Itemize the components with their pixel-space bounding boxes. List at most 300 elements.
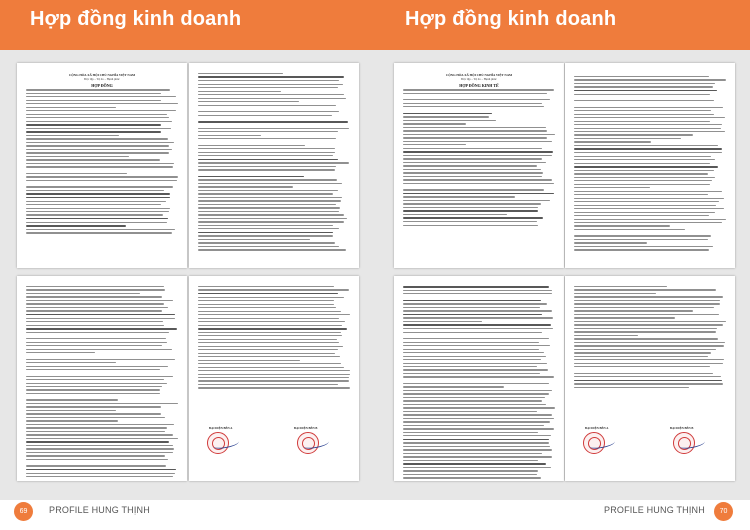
right-header-band (375, 0, 750, 50)
text-line (403, 432, 538, 433)
text-line (26, 420, 118, 421)
text-line (574, 338, 718, 339)
text-line (198, 325, 342, 326)
text-line (403, 141, 552, 142)
text-line (574, 94, 710, 95)
doc-text-block (198, 73, 350, 251)
text-line (26, 438, 178, 439)
text-line (403, 314, 542, 316)
text-line (26, 163, 174, 164)
text-line (574, 124, 722, 125)
text-line (574, 79, 726, 80)
text-line (574, 212, 715, 213)
text-line (198, 289, 349, 290)
text-line (574, 166, 718, 168)
text-line (403, 89, 554, 90)
text-line (403, 428, 554, 429)
text-line (403, 162, 546, 163)
text-line (26, 448, 174, 449)
text-line (574, 293, 656, 294)
text-line (26, 314, 175, 316)
right-page-title: Hợp đồng kinh doanh (405, 8, 617, 30)
text-line (403, 300, 541, 302)
text-line (26, 410, 116, 411)
text-line (198, 179, 337, 180)
text-line (198, 94, 344, 95)
text-line (403, 203, 541, 204)
text-line (574, 324, 723, 325)
text-line (198, 286, 334, 287)
text-line (198, 293, 338, 295)
text-line (574, 215, 709, 216)
text-line (26, 180, 177, 181)
text-line (26, 452, 173, 453)
left-document-page-4 (189, 276, 359, 481)
text-line (574, 184, 710, 185)
text-line (26, 135, 119, 136)
text-line (198, 207, 340, 208)
text-line (26, 114, 167, 115)
text-line (403, 425, 544, 426)
right-document-page-4 (565, 276, 735, 481)
text-line (26, 465, 166, 466)
text-line (26, 393, 160, 394)
text-line (198, 87, 338, 88)
text-line (403, 172, 543, 173)
left-footer-text: PROFILE HUNG THỊNH (49, 505, 150, 515)
text-line (26, 403, 178, 404)
text-line (26, 110, 176, 111)
text-line (574, 380, 722, 382)
text-line (26, 328, 177, 330)
text-line (198, 211, 339, 212)
text-line (574, 366, 710, 367)
left-document-page-1 (17, 63, 187, 268)
text-line (26, 121, 172, 122)
text-line (26, 434, 173, 435)
text-line (198, 307, 336, 308)
text-line (574, 331, 716, 332)
text-line (198, 221, 344, 222)
text-line (26, 89, 170, 90)
text-line (198, 152, 335, 153)
text-line (403, 155, 552, 156)
text-line (26, 152, 169, 153)
text-line (403, 352, 544, 353)
text-line (26, 293, 140, 294)
text-line (26, 145, 169, 146)
text-line (403, 342, 539, 343)
text-line (26, 232, 172, 233)
text-line (26, 307, 168, 308)
text-line (198, 370, 350, 371)
text-line (574, 117, 725, 118)
text-line (198, 84, 343, 85)
text-line (26, 204, 161, 205)
right-document-page-1 (394, 63, 564, 268)
text-line (403, 407, 555, 408)
text-line (574, 317, 675, 318)
text-line (198, 218, 347, 219)
text-line (26, 186, 173, 187)
text-line (198, 384, 338, 385)
left-page-number: 69 (14, 502, 33, 521)
text-line (198, 145, 305, 146)
text-line (26, 345, 162, 346)
text-line (26, 376, 173, 377)
text-line (403, 414, 552, 415)
text-line (403, 359, 541, 360)
text-line (574, 110, 711, 111)
text-line (403, 214, 507, 215)
text-line (403, 393, 549, 394)
text-line (26, 107, 116, 108)
text-line (198, 225, 333, 226)
text-line (403, 286, 549, 288)
text-line (403, 165, 537, 166)
text-line (198, 374, 350, 375)
text-line (198, 169, 335, 170)
text-line (26, 383, 167, 384)
doc-heading-2: Độc lập – Tự do – Hạnh phúc (461, 77, 497, 82)
text-line (198, 318, 339, 319)
text-line (198, 246, 339, 247)
text-line (574, 177, 715, 178)
left-page-title: Hợp đồng kinh doanh (30, 8, 242, 30)
text-line (26, 424, 174, 425)
text-line (198, 332, 341, 333)
text-line (26, 413, 161, 414)
text-line (574, 345, 724, 346)
text-line (403, 144, 466, 145)
text-line (198, 159, 338, 161)
text-line (403, 207, 538, 208)
text-line (198, 76, 344, 78)
text-line (198, 380, 349, 381)
text-line (403, 158, 542, 159)
text-line (403, 456, 552, 457)
text-line (574, 229, 685, 230)
text-line (403, 460, 538, 461)
doc-text-block (26, 89, 178, 233)
text-line (198, 297, 344, 298)
text-line (574, 356, 708, 357)
doc-text-block (574, 73, 726, 251)
text-line (26, 321, 163, 322)
text-line (403, 397, 545, 398)
text-line (574, 359, 724, 360)
text-line (198, 242, 335, 243)
text-line (198, 162, 349, 163)
text-line (574, 121, 710, 122)
text-line (403, 103, 542, 104)
doc-contract-title: HỢP ĐỒNG (91, 83, 113, 89)
text-line (403, 193, 554, 195)
text-line (403, 120, 496, 121)
text-line (403, 390, 552, 391)
text-line (26, 406, 161, 407)
text-line (403, 200, 550, 201)
text-line (198, 335, 342, 336)
text-line (198, 232, 333, 234)
text-line (198, 98, 346, 99)
text-line (198, 342, 339, 343)
text-line (403, 404, 546, 405)
text-line (403, 400, 542, 401)
text-line (403, 134, 555, 135)
text-line (574, 373, 713, 374)
text-line (26, 318, 175, 319)
text-line (403, 113, 492, 115)
text-line (403, 363, 547, 364)
text-line (198, 377, 349, 378)
text-line (403, 321, 482, 322)
text-line (403, 210, 538, 212)
text-line (26, 303, 164, 304)
text-line (403, 310, 552, 311)
text-line (574, 100, 714, 101)
text-line (26, 229, 175, 230)
text-line (403, 328, 553, 329)
text-line (574, 107, 723, 108)
text-line (198, 183, 342, 184)
text-line (403, 453, 542, 454)
right-document-page-2 (565, 63, 735, 268)
text-line (403, 116, 489, 117)
text-line (574, 249, 709, 250)
text-line (403, 332, 542, 333)
text-line (26, 473, 175, 474)
text-line (198, 111, 339, 112)
text-line (26, 455, 165, 456)
text-line (574, 310, 693, 311)
text-line (574, 328, 717, 329)
text-line (403, 376, 554, 377)
text-line (26, 211, 169, 212)
text-line (403, 449, 552, 450)
text-line (403, 317, 553, 318)
text-line (198, 367, 344, 368)
text-line (198, 360, 300, 361)
text-line (403, 411, 537, 412)
text-line (574, 387, 689, 388)
text-line (403, 307, 540, 308)
text-line (403, 290, 552, 291)
text-line (574, 141, 651, 142)
text-line (26, 93, 161, 94)
text-line (26, 286, 164, 287)
text-line (198, 321, 345, 322)
text-line (198, 131, 338, 132)
text-line (26, 310, 162, 311)
text-line (26, 201, 166, 202)
text-line (574, 300, 720, 301)
text-line (198, 239, 310, 240)
text-line (574, 152, 722, 153)
text-line (198, 363, 341, 364)
text-line (26, 289, 165, 290)
text-line (574, 376, 721, 377)
left-header-band (0, 0, 375, 50)
text-line (198, 155, 333, 156)
text-line (403, 418, 554, 419)
text-line (26, 128, 171, 129)
doc-text-block (198, 286, 350, 389)
text-line (198, 193, 333, 194)
text-line (26, 222, 167, 223)
text-line (26, 166, 173, 167)
right-page-number: 70 (714, 502, 733, 521)
text-line (574, 131, 725, 132)
text-line (403, 123, 466, 124)
text-line (26, 427, 167, 428)
text-line (403, 442, 549, 443)
text-line (574, 239, 708, 240)
text-line (198, 356, 340, 357)
text-line (574, 134, 693, 135)
doc-text-block (403, 89, 555, 226)
text-line (26, 332, 169, 333)
text-line (198, 73, 283, 74)
signature-block: ĐẠI DIỆN BÊN A ĐẠI DIỆN BÊN B (199, 426, 349, 456)
text-line (198, 105, 336, 106)
text-line (26, 173, 127, 174)
doc-text-block (403, 286, 555, 479)
text-line (574, 191, 722, 192)
text-line (403, 127, 546, 128)
text-line (26, 300, 173, 301)
text-line (198, 300, 334, 301)
text-line (403, 477, 541, 478)
text-line (574, 208, 724, 209)
text-line (574, 170, 714, 171)
text-line (574, 173, 708, 174)
text-line (198, 128, 349, 129)
text-line (198, 148, 335, 149)
text-line (26, 386, 162, 387)
text-line (26, 100, 161, 101)
text-line (198, 91, 281, 92)
text-line (403, 474, 537, 475)
left-document-page-3 (17, 276, 187, 481)
text-line (403, 176, 542, 177)
text-line (574, 86, 713, 87)
text-line (574, 180, 712, 181)
text-line (574, 138, 681, 139)
text-line (574, 222, 722, 223)
text-line (403, 148, 542, 149)
text-line (403, 99, 550, 100)
text-line (574, 128, 721, 129)
text-line (198, 304, 334, 305)
text-line (198, 349, 338, 350)
text-line (198, 121, 348, 123)
text-line (574, 296, 723, 297)
text-line (574, 242, 647, 243)
text-line (574, 352, 711, 353)
text-line (574, 76, 709, 77)
text-line (403, 93, 547, 94)
text-line (26, 359, 175, 360)
text-line (403, 366, 537, 367)
text-line (26, 138, 168, 139)
text-line (198, 214, 344, 215)
text-line (198, 197, 342, 198)
text-line (198, 176, 304, 178)
text-line (26, 214, 163, 215)
doc-contract-title: HỢP ĐỒNG KINH TẾ (459, 83, 499, 89)
text-line (26, 325, 164, 326)
text-line (26, 459, 168, 460)
text-line (198, 249, 346, 250)
text-line (403, 386, 504, 387)
text-line (574, 289, 716, 290)
text-line (198, 328, 347, 330)
text-line (403, 356, 546, 357)
signature-block: ĐẠI DIỆN BÊN A ĐẠI DIỆN BÊN B (575, 426, 725, 456)
text-line (574, 83, 715, 84)
text-line (26, 352, 95, 353)
text-line (574, 114, 714, 115)
text-line (26, 369, 160, 370)
text-line (574, 225, 670, 226)
text-line (403, 137, 547, 138)
text-line (26, 117, 169, 118)
text-line (26, 156, 129, 157)
text-line (198, 228, 339, 229)
text-line (403, 349, 539, 350)
text-line (403, 463, 546, 465)
text-line (574, 205, 716, 206)
text-line (26, 399, 118, 400)
text-line (26, 208, 170, 209)
text-line (26, 225, 126, 227)
text-line (403, 435, 551, 436)
text-line (574, 194, 708, 195)
text-line (26, 197, 170, 199)
text-line (26, 149, 172, 150)
text-line (403, 106, 544, 107)
text-line (403, 183, 554, 184)
text-line (403, 439, 549, 441)
text-line (198, 353, 335, 354)
text-line (198, 339, 337, 340)
text-line (26, 296, 162, 297)
text-line (26, 469, 176, 471)
text-line (403, 373, 540, 374)
text-line (574, 335, 638, 336)
text-line (26, 218, 168, 220)
text-line (574, 159, 715, 160)
text-line (574, 246, 713, 247)
text-line (403, 196, 515, 197)
text-line (198, 235, 333, 236)
text-line (26, 190, 164, 191)
text-line (198, 311, 341, 312)
text-line (26, 417, 165, 418)
text-line (574, 187, 650, 188)
text-line (26, 176, 178, 177)
text-line (198, 190, 338, 191)
text-line (403, 383, 549, 384)
right-document-page-3 (394, 276, 564, 481)
text-line (198, 186, 293, 187)
text-line (26, 362, 116, 363)
text-line (26, 379, 164, 380)
text-line (574, 235, 711, 236)
text-line (198, 115, 332, 116)
text-line (26, 193, 170, 195)
